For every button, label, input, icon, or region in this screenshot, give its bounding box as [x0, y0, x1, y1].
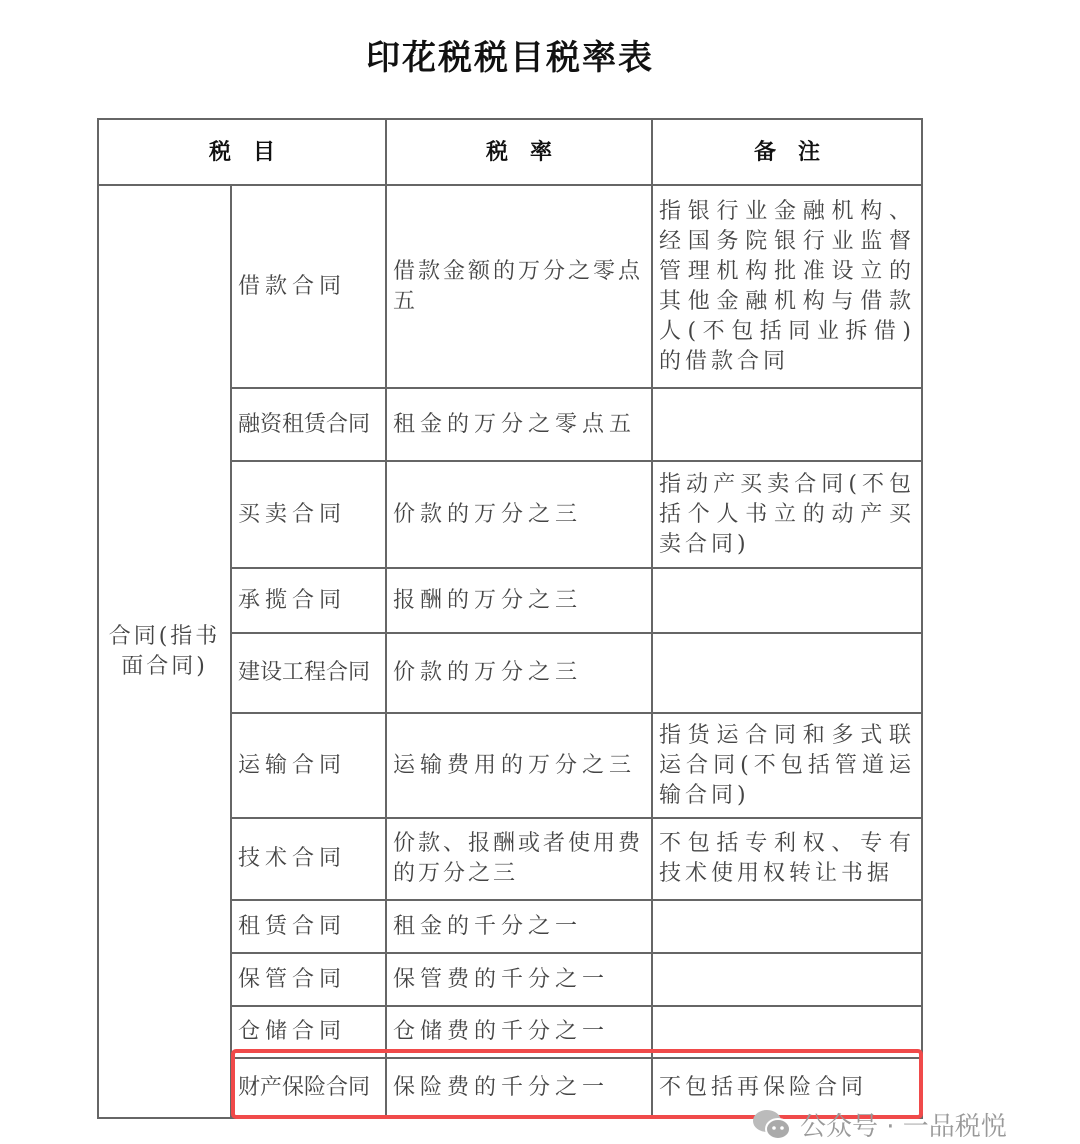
item-cell: 仓储合同 [231, 1006, 386, 1058]
item-cell: 买卖合同 [231, 461, 386, 568]
item-cell: 建设工程合同 [231, 633, 386, 713]
note-cell [652, 900, 922, 953]
table-row [98, 185, 922, 388]
rate-cell: 报酬的万分之三 [386, 568, 652, 633]
item-cell: 运输合同 [231, 713, 386, 818]
rate-cell: 保险费的千分之一 [386, 1058, 652, 1118]
item-cell: 融资租赁合同 [231, 388, 386, 461]
note-cell: 不包括专利权、专有技术使用权转让书据 [652, 818, 922, 900]
note-cell: 指动产买卖合同(不包括个人书立的动产买卖合同) [652, 461, 922, 568]
header-rate: 税 率 [386, 119, 652, 185]
note-cell: 不包括再保险合同 [652, 1058, 922, 1118]
rate-cell: 租金的万分之零点五 [386, 388, 652, 461]
item-cell: 保管合同 [231, 953, 386, 1006]
note-cell: 指银行业金融机构、经国务院银行业监督管理机构批准设立的其他金融机构与借款人(不包括同业拆借)的借款合同 [652, 185, 922, 388]
table-header [98, 119, 922, 185]
rate-cell: 租金的千分之一 [386, 900, 652, 953]
watermark [752, 1106, 1007, 1143]
note-cell [652, 388, 922, 461]
item-cell: 租赁合同 [231, 900, 386, 953]
header-note: 备 注 [652, 119, 922, 185]
note-cell: 指货运合同和多式联运合同(不包括管道运输合同) [652, 713, 922, 818]
tax-rate-table [97, 118, 923, 1119]
item-cell: 借款合同 [231, 185, 386, 388]
wechat-icon [752, 1108, 792, 1142]
note-cell [652, 568, 922, 633]
header-item: 税 目 [98, 119, 386, 185]
rate-cell: 保管费的千分之一 [386, 953, 652, 1006]
rate-cell: 借款金额的万分之零点五 [386, 185, 652, 388]
category-cell: 合同(指书面合同) [98, 185, 231, 1118]
item-cell: 技术合同 [231, 818, 386, 900]
rate-cell: 价款的万分之三 [386, 461, 652, 568]
page-title: 印花税税目税率表 [366, 38, 654, 78]
note-cell [652, 633, 922, 713]
item-cell: 财产保险合同 [231, 1058, 386, 1118]
item-cell: 承揽合同 [231, 568, 386, 633]
rate-cell: 运输费用的万分之三 [386, 713, 652, 818]
rate-cell: 仓储费的千分之一 [386, 1006, 652, 1058]
rate-cell: 价款的万分之三 [386, 633, 652, 713]
note-cell [652, 953, 922, 1006]
watermark-text: 公众号 · 一品税悦 [800, 1112, 1007, 1142]
rate-cell: 价款、报酬或者使用费的万分之三 [386, 818, 652, 900]
